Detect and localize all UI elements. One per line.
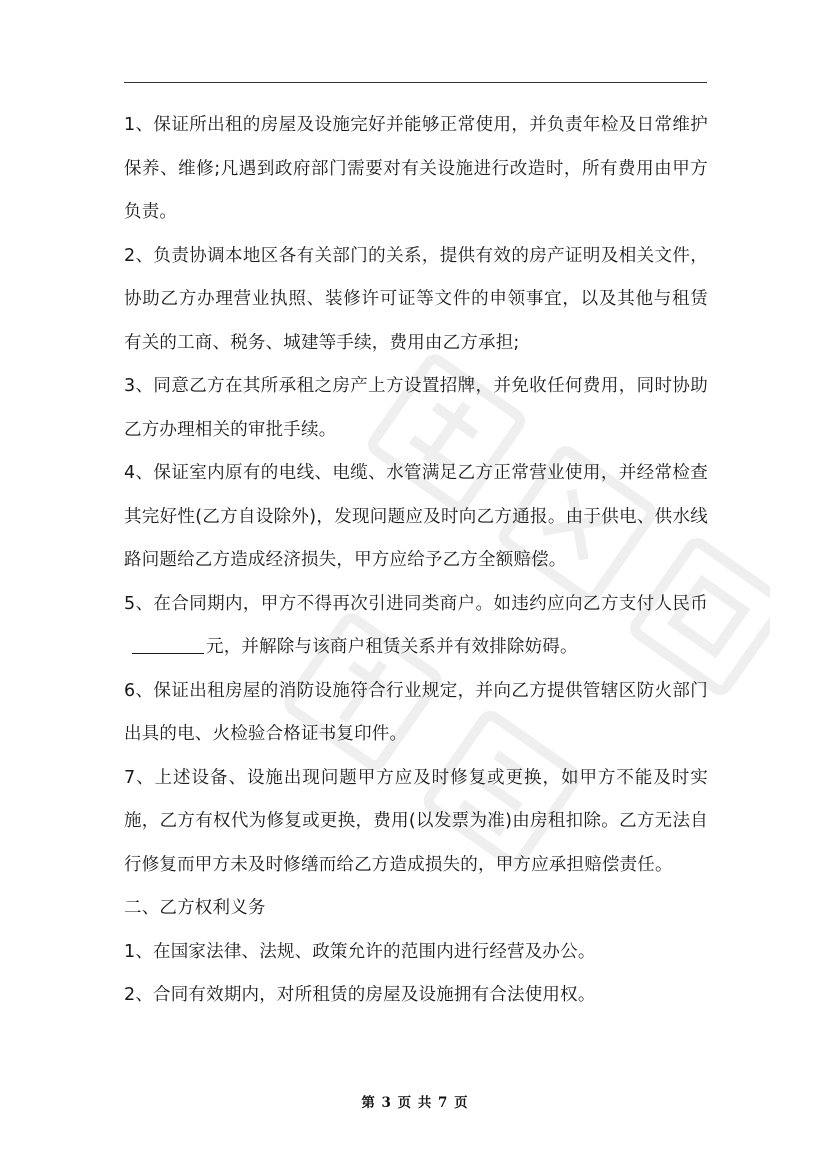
amount-blank	[132, 635, 204, 654]
paragraph-7: 7、上述设备、设施出现问题甲方应及时修复或更换，如甲方不能及时实施，乙方有权代为修复或更换，费用(以发票为准)由房租扣除。乙方无法自行修复而甲方未及时修缮而给乙方造成损失的，甲方应承担赔偿责任。	[124, 767, 708, 875]
paragraph-6: 6、保证出租房屋的消防设施符合行业规定，并向乙方提供管辖区防火部门出具的电、火检验合格证书复印件。	[124, 680, 708, 744]
paragraph-1: 1、保证所出租的房屋及设施完好并能够正常使用，并负责年检及日常维护保养、维修;凡遇到政府部门需要对有关设施进行改造时，所有费用由甲方负责。	[124, 115, 708, 222]
paragraph-2: 2、负责协调本地区各有关部门的关系，提供有效的房产证明及相关文件，协助乙方办理营业执照、装修许可证等文件的申领事宜，以及其他与租赁有关的工商、税务、城建等手续，费用由乙方承担;	[124, 245, 708, 353]
page-number: 第 3 页 共 7 页	[361, 1095, 469, 1111]
paragraph-4: 4、保证室内原有的电线、电缆、水管满足乙方正常营业使用，并经常检查其完好性(乙方自设除外)，发现问题应及时向乙方通报。由于供电、供水线路问题给乙方造成经济损失，甲方应给予乙方全额赔偿。	[124, 463, 708, 570]
paragraph-9: 2、合同有效期内，对所租赁的房屋及设施拥有合法使用权。	[124, 985, 596, 1005]
paragraph-3: 3、同意乙方在其所承租之房产上方设置招牌，并免收任何费用，同时协助乙方办理相关的审批手续。	[124, 376, 708, 440]
paragraph-5-part-2: 元，并解除与该商户租赁关系并有效排除妨碍。	[206, 637, 578, 657]
paragraph-5	[124, 583, 708, 670]
document-body	[124, 104, 708, 1018]
page-footer	[0, 1091, 830, 1111]
header-divider	[124, 82, 707, 83]
paragraph-8: 1、在国家法律、法规、政策允许的范围内进行经营及办公。	[124, 941, 596, 962]
section-heading: 二、乙方权利义务	[124, 898, 266, 918]
paragraph-5-part-1: 5、在合同期内，甲方不得再次引进同类商户。如违约应向乙方支付人民币	[124, 593, 708, 614]
